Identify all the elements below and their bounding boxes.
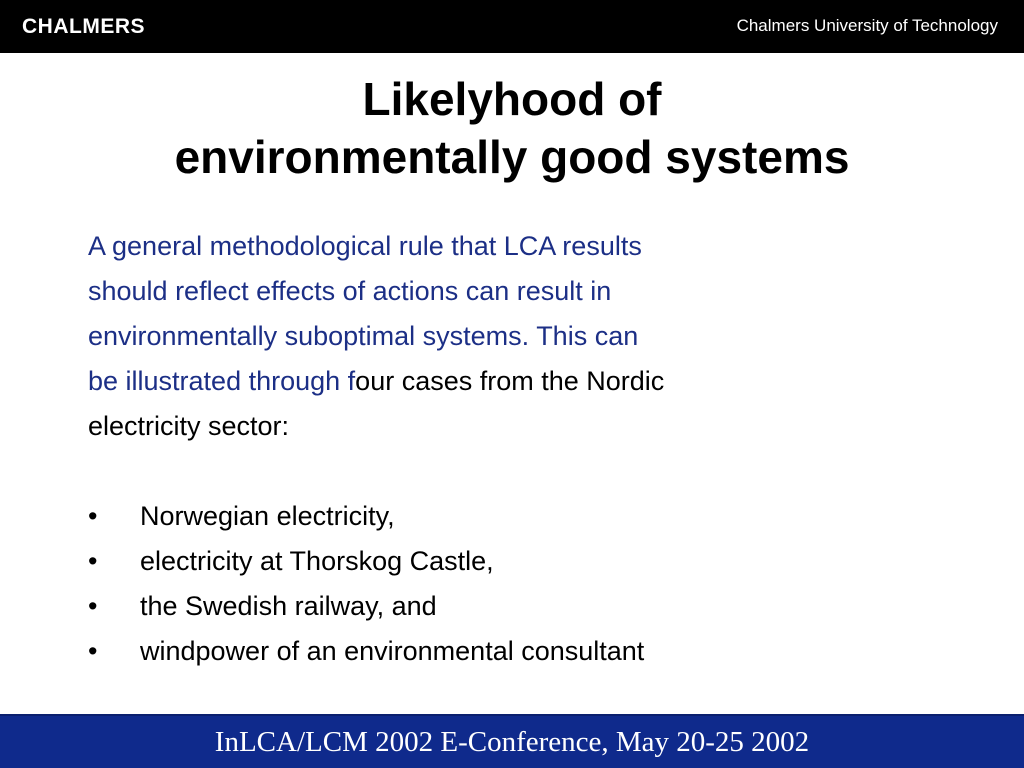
footer-text: InLCA/LCM 2002 E-Conference, May 20-25 2002 bbox=[214, 726, 810, 758]
bullet-icon: • bbox=[88, 546, 98, 576]
list-item-text: the Swedish railway, and bbox=[140, 591, 437, 621]
list-item-text: electricity at Thorskog Castle, bbox=[140, 546, 494, 576]
title-line-2: environmentally good systems bbox=[174, 131, 850, 183]
body-line-4-blue: be illustrated through f bbox=[88, 366, 356, 396]
case-list bbox=[88, 494, 948, 674]
list-item-text: Norwegian electricity, bbox=[140, 501, 395, 531]
list-item bbox=[88, 584, 948, 629]
list-item bbox=[88, 629, 948, 674]
list-item bbox=[88, 539, 948, 584]
body-line-2: should reflect effects of actions can result in bbox=[88, 276, 612, 306]
list-item bbox=[88, 494, 948, 539]
footer-bar bbox=[0, 714, 1024, 768]
chalmers-logo: CHALMERS bbox=[22, 15, 145, 38]
bullet-icon: • bbox=[88, 591, 98, 621]
body-line-1: A general methodological rule that LCA results bbox=[88, 231, 642, 261]
body-line-3: environmentally suboptimal systems. This can bbox=[88, 321, 639, 351]
body-line-4-black: our cases from the Nordic bbox=[355, 366, 665, 396]
list-item-text: windpower of an environmental consultant bbox=[140, 636, 645, 666]
body-line-5: electricity sector: bbox=[88, 411, 290, 441]
bullet-icon: • bbox=[88, 636, 98, 666]
slide-title bbox=[0, 70, 1024, 186]
body-paragraph bbox=[88, 224, 888, 449]
institution-name: Chalmers University of Technology bbox=[736, 16, 998, 35]
body-line-4 bbox=[88, 359, 888, 404]
header-bar bbox=[0, 0, 1024, 53]
title-line-1: Likelyhood of bbox=[362, 73, 662, 125]
bullet-icon: • bbox=[88, 501, 98, 531]
